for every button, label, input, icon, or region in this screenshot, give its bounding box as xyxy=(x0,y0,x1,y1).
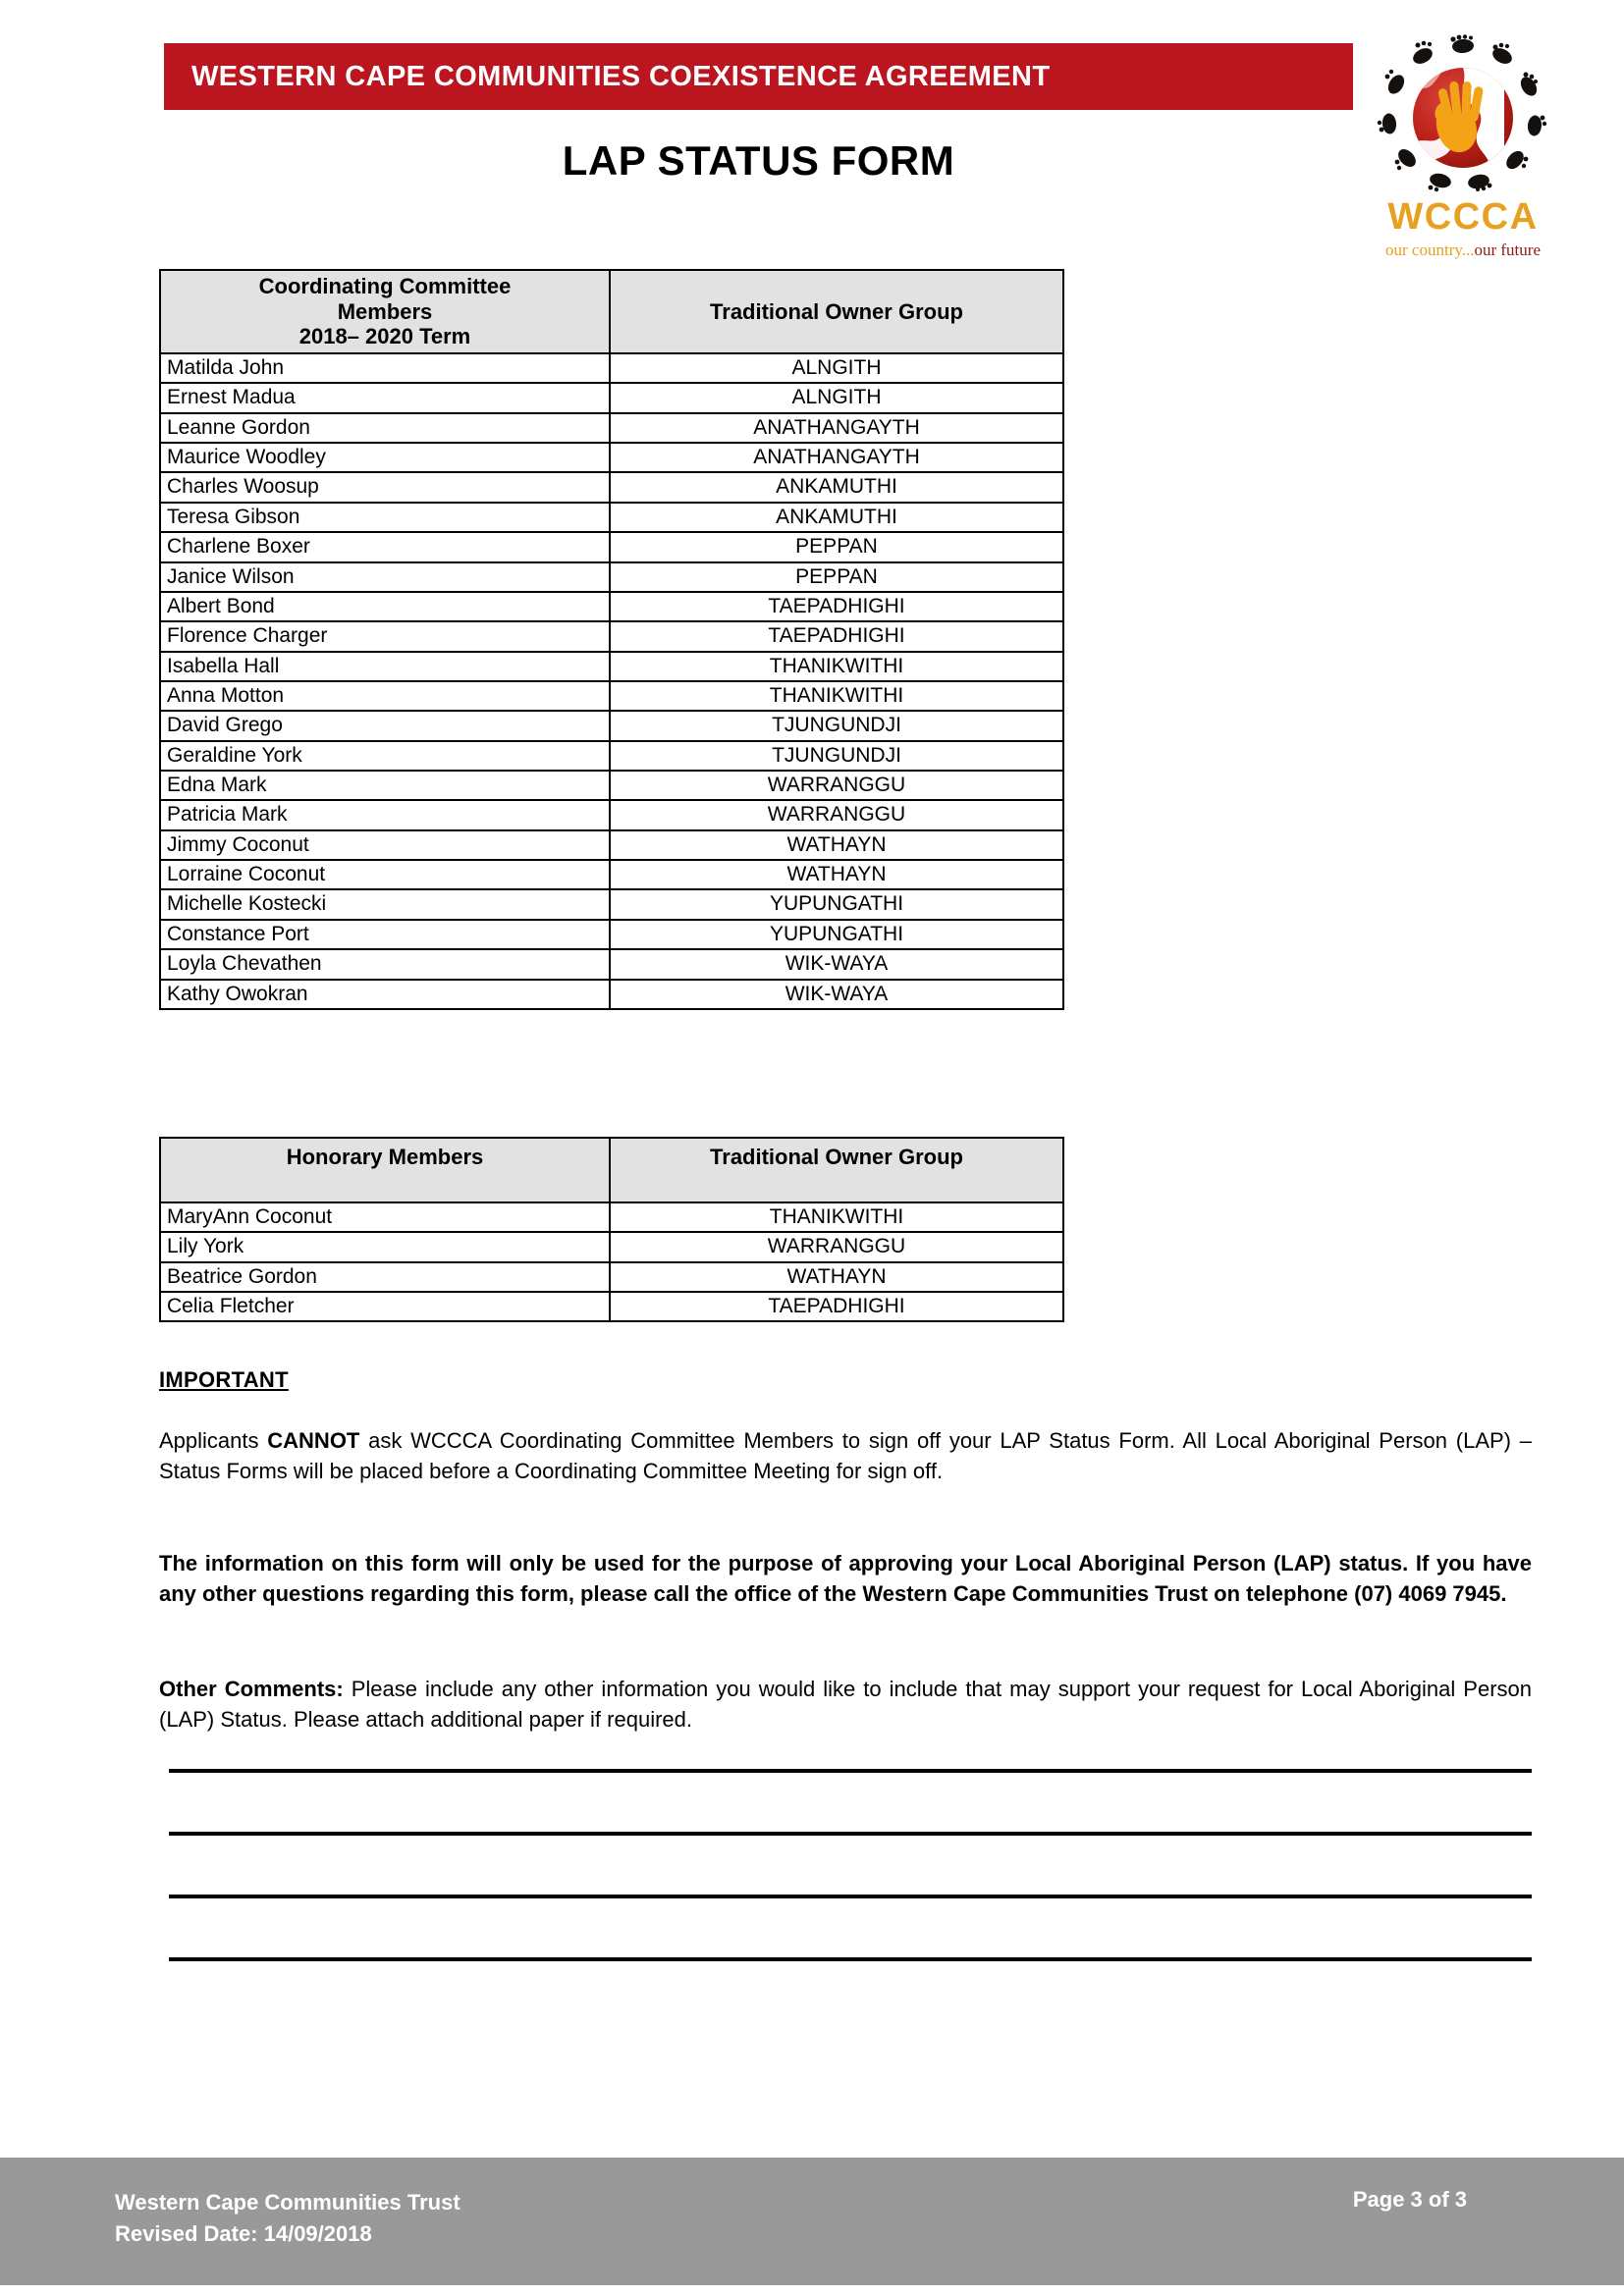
paragraph-cannot-pre: Applicants xyxy=(159,1428,268,1453)
owner-group-cell: TAEPADHIGHI xyxy=(610,621,1063,651)
column-header-traditional-owner-group: Traditional Owner Group xyxy=(610,270,1063,353)
agreement-banner-title: WESTERN CAPE COMMUNITIES COEXISTENCE AGREEMENT xyxy=(191,60,1051,92)
owner-group-cell: ANKAMUTHI xyxy=(610,503,1063,532)
table-row xyxy=(160,1262,1063,1292)
owner-group-cell: TAEPADHIGHI xyxy=(610,1292,1063,1321)
column-header-honorary-members: Honorary Members xyxy=(160,1138,610,1202)
owner-group-cell: THANIKWITHI xyxy=(610,681,1063,711)
member-name-cell: Matilda John xyxy=(160,353,610,383)
table-row xyxy=(160,652,1063,681)
table-row xyxy=(160,980,1063,1009)
owner-group-cell: PEPPAN xyxy=(610,562,1063,592)
paragraph-cannot-sign-off xyxy=(159,1425,1532,1486)
table-header-row xyxy=(160,270,1063,353)
honorary-members-table xyxy=(159,1137,1064,1322)
member-name-cell: Lorraine Coconut xyxy=(160,860,610,889)
owner-group-cell: TJUNGUNDJI xyxy=(610,741,1063,771)
column-header-committee-members xyxy=(160,270,610,353)
logo-tagline-part1: our country... xyxy=(1384,240,1475,259)
important-heading: IMPORTANT xyxy=(159,1367,289,1392)
footer-left-block xyxy=(115,2187,460,2250)
member-name-cell: Jimmy Coconut xyxy=(160,830,610,860)
header-line-3: 2018– 2020 Term xyxy=(298,324,471,349)
owner-group-cell: WARRANGGU xyxy=(610,800,1063,829)
agreement-banner xyxy=(164,43,1353,110)
other-comments-label: Other Comments: xyxy=(159,1677,344,1701)
owner-group-cell: WATHAYN xyxy=(610,830,1063,860)
member-name-cell: Charlene Boxer xyxy=(160,532,610,561)
table-row xyxy=(160,1292,1063,1321)
member-name-cell: Constance Port xyxy=(160,920,610,949)
member-name-cell: Albert Bond xyxy=(160,592,610,621)
logo-tagline xyxy=(1357,241,1569,258)
logo-tagline-part2: our future xyxy=(1474,240,1541,259)
owner-group-cell: ANATHANGAYTH xyxy=(610,413,1063,443)
coordinating-committee-table xyxy=(159,269,1064,1010)
comments-write-line-1[interactable] xyxy=(169,1769,1532,1773)
member-name-cell: Michelle Kostecki xyxy=(160,889,610,919)
table-row xyxy=(160,920,1063,949)
footer-revised-date: Revised Date: 14/09/2018 xyxy=(115,2220,372,2246)
owner-group-cell: TAEPADHIGHI xyxy=(610,592,1063,621)
comments-write-line-2[interactable] xyxy=(169,1832,1532,1836)
member-name-cell: David Grego xyxy=(160,711,610,740)
member-name-cell: MaryAnn Coconut xyxy=(160,1202,610,1232)
table-row xyxy=(160,353,1063,383)
table-row xyxy=(160,949,1063,979)
logo-wordmark: WCCCA xyxy=(1387,196,1539,238)
owner-group-cell: WARRANGGU xyxy=(610,771,1063,800)
table-row xyxy=(160,532,1063,561)
column-header-traditional-owner-group: Traditional Owner Group xyxy=(610,1138,1063,1202)
owner-group-cell: YUPUNGATHI xyxy=(610,920,1063,949)
table-row xyxy=(160,503,1063,532)
owner-group-cell: TJUNGUNDJI xyxy=(610,711,1063,740)
paragraph-cannot-post: ask WCCCA Coordinating Committee Members to sign off your LAP Status Form. All Local Aboriginal Person (LAP) – Status Forms will be placed before a Coordinating Committee Meeting for sign off. xyxy=(159,1428,1532,1484)
member-name-cell: Geraldine York xyxy=(160,741,610,771)
table-row xyxy=(160,800,1063,829)
member-name-cell: Edna Mark xyxy=(160,771,610,800)
owner-group-cell: PEPPAN xyxy=(610,532,1063,561)
wccca-globe-handprint-footprints-icon xyxy=(1357,27,1569,202)
member-name-cell: Janice Wilson xyxy=(160,562,610,592)
table-row xyxy=(160,621,1063,651)
member-name-cell: Isabella Hall xyxy=(160,652,610,681)
member-name-cell: Loyla Chevathen xyxy=(160,949,610,979)
table-row xyxy=(160,1202,1063,1232)
table-row xyxy=(160,413,1063,443)
member-name-cell: Maurice Woodley xyxy=(160,443,610,472)
table-row xyxy=(160,443,1063,472)
member-name-cell: Teresa Gibson xyxy=(160,503,610,532)
table-row xyxy=(160,711,1063,740)
header-line-2: Members xyxy=(337,298,433,324)
paragraph-privacy-notice: The information on this form will only be used for the purpose of approving your Local Aboriginal Person (LAP) status. If you have any other questions regarding this form, please call the office of the Western Cape Communities Trust on telephone (07) 4069 7945. xyxy=(159,1551,1532,1607)
member-name-cell: Charles Woosup xyxy=(160,472,610,502)
owner-group-cell: WATHAYN xyxy=(610,1262,1063,1292)
owner-group-cell: THANIKWITHI xyxy=(610,1202,1063,1232)
comments-write-line-4[interactable] xyxy=(169,1957,1532,1961)
owner-group-cell: WATHAYN xyxy=(610,860,1063,889)
footer-page-number: Page 3 of 3 xyxy=(1352,2187,1467,2212)
member-name-cell: Celia Fletcher xyxy=(160,1292,610,1321)
owner-group-cell: THANIKWITHI xyxy=(610,652,1063,681)
table-row xyxy=(160,771,1063,800)
table-row xyxy=(160,1232,1063,1261)
member-name-cell: Lily York xyxy=(160,1232,610,1261)
owner-group-cell: ANATHANGAYTH xyxy=(610,443,1063,472)
owner-group-cell: WIK-WAYA xyxy=(610,949,1063,979)
table-row xyxy=(160,681,1063,711)
wccca-logo xyxy=(1357,27,1569,273)
owner-group-cell: ALNGITH xyxy=(610,353,1063,383)
owner-group-cell: ALNGITH xyxy=(610,383,1063,412)
table-row xyxy=(160,889,1063,919)
table-row xyxy=(160,860,1063,889)
table-row xyxy=(160,562,1063,592)
member-name-cell: Leanne Gordon xyxy=(160,413,610,443)
header-line-1: Coordinating Committee xyxy=(258,274,512,299)
paragraph-other-comments xyxy=(159,1674,1532,1735)
table-row xyxy=(160,741,1063,771)
member-name-cell: Florence Charger xyxy=(160,621,610,651)
table-row xyxy=(160,830,1063,860)
owner-group-cell: YUPUNGATHI xyxy=(610,889,1063,919)
footer-organisation: Western Cape Communities Trust xyxy=(115,2190,460,2215)
member-name-cell: Anna Motton xyxy=(160,681,610,711)
owner-group-cell: ANKAMUTHI xyxy=(610,472,1063,502)
member-name-cell: Kathy Owokran xyxy=(160,980,610,1009)
table-row xyxy=(160,383,1063,412)
page-title: LAP STATUS FORM xyxy=(562,137,955,184)
other-comments-text: Please include any other information you would like to include that may support your request for Local Aboriginal Person (LAP) Status. Please attach additional paper if required. xyxy=(159,1677,1532,1733)
table-header-row xyxy=(160,1138,1063,1202)
owner-group-cell: WARRANGGU xyxy=(610,1232,1063,1261)
page-footer xyxy=(0,2158,1624,2285)
member-name-cell: Patricia Mark xyxy=(160,800,610,829)
member-name-cell: Beatrice Gordon xyxy=(160,1262,610,1292)
paragraph-cannot-emphasis: CANNOT xyxy=(267,1428,360,1453)
comments-write-line-3[interactable] xyxy=(169,1895,1532,1898)
owner-group-cell: WIK-WAYA xyxy=(610,980,1063,1009)
member-name-cell: Ernest Madua xyxy=(160,383,610,412)
table-row xyxy=(160,472,1063,502)
table-row xyxy=(160,592,1063,621)
